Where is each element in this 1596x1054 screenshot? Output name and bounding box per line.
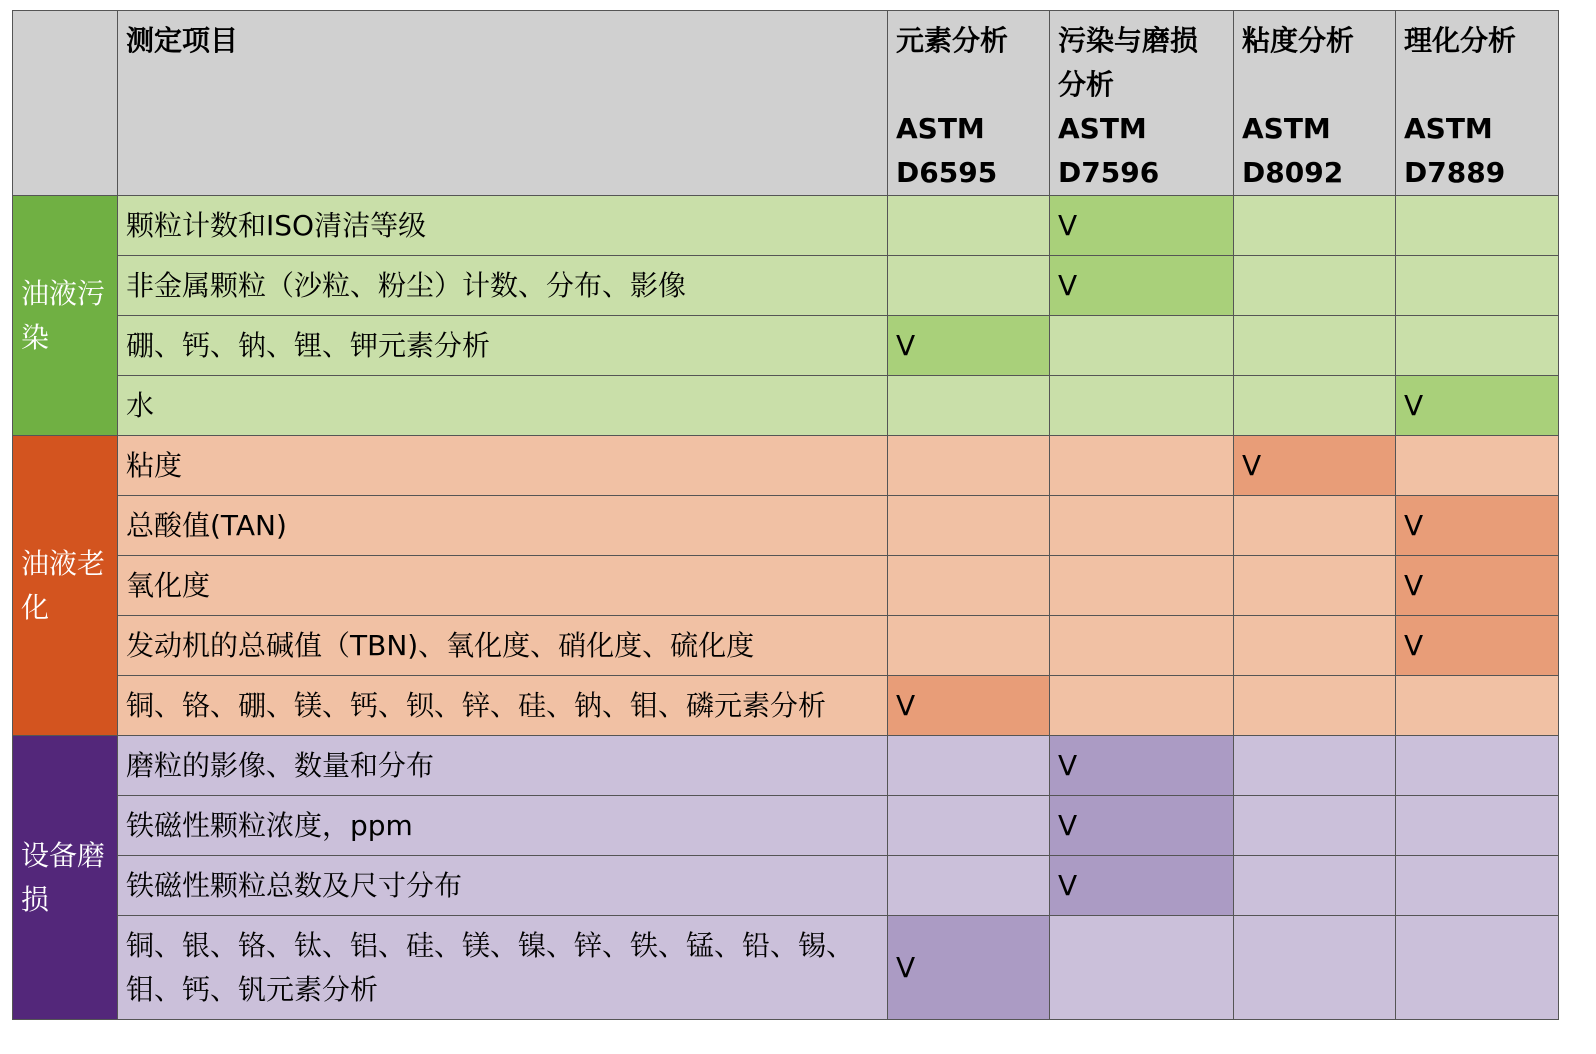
method-code: D7889 — [1404, 156, 1506, 189]
test-item-cell: 发动机的总碱值（TBN)、氧化度、硝化度、硫化度 — [118, 616, 888, 676]
method-empty-cell — [1234, 796, 1396, 856]
test-item-cell: 粘度 — [118, 436, 888, 496]
method-empty-cell — [1396, 856, 1559, 916]
check-mark: V — [1404, 568, 1424, 602]
method-empty-cell — [888, 376, 1050, 436]
category-cell: 设备磨损 — [13, 736, 118, 1020]
check-mark: V — [1404, 628, 1424, 662]
table-row — [13, 916, 1559, 1020]
table-row — [13, 196, 1559, 256]
check-mark: V — [1058, 748, 1078, 782]
matrix-body — [13, 196, 1559, 1020]
method-check-cell — [1050, 736, 1234, 796]
method-empty-cell — [1234, 916, 1396, 1020]
method-empty-cell — [1396, 196, 1559, 256]
table-row — [13, 316, 1559, 376]
test-item-cell: 硼、钙、钠、锂、钾元素分析 — [118, 316, 888, 376]
header-method-contamination-wear — [1050, 11, 1234, 196]
check-mark: V — [1058, 808, 1078, 842]
method-name: 元素分析 — [896, 24, 1009, 57]
method-empty-cell — [1234, 316, 1396, 376]
method-check-cell — [888, 916, 1050, 1020]
method-empty-cell — [1396, 736, 1559, 796]
test-method-matrix-table — [12, 10, 1559, 1020]
check-mark: V — [1058, 268, 1078, 302]
method-standard: ASTM — [1058, 112, 1147, 145]
method-check-cell — [1396, 496, 1559, 556]
method-check-cell — [1050, 196, 1234, 256]
method-name: 理化分析 — [1404, 24, 1517, 57]
method-empty-cell — [1234, 616, 1396, 676]
method-empty-cell — [1396, 256, 1559, 316]
method-empty-cell — [1050, 376, 1234, 436]
method-empty-cell — [1050, 556, 1234, 616]
check-mark: V — [896, 950, 916, 984]
method-code: D8092 — [1242, 156, 1344, 189]
table-row — [13, 376, 1559, 436]
check-mark: V — [896, 328, 916, 362]
test-item-cell: 氧化度 — [118, 556, 888, 616]
check-mark: V — [1404, 508, 1424, 542]
method-empty-cell — [888, 196, 1050, 256]
table-row — [13, 496, 1559, 556]
method-code: D6595 — [896, 156, 998, 189]
method-empty-cell — [1396, 676, 1559, 736]
method-empty-cell — [1234, 856, 1396, 916]
check-mark: V — [1242, 448, 1262, 482]
test-item-cell: 非金属颗粒（沙粒、粉尘）计数、分布、影像 — [118, 256, 888, 316]
table-row — [13, 676, 1559, 736]
method-empty-cell — [888, 436, 1050, 496]
test-item-cell: 总酸值(TAN) — [118, 496, 888, 556]
method-empty-cell — [888, 256, 1050, 316]
method-empty-cell — [888, 736, 1050, 796]
test-item-cell: 铁磁性颗粒浓度，ppm — [118, 796, 888, 856]
check-mark: V — [896, 688, 916, 722]
test-item-cell: 水 — [118, 376, 888, 436]
method-check-cell — [888, 316, 1050, 376]
header-item-column — [118, 11, 888, 196]
header-method-physicochemical — [1396, 11, 1559, 196]
header-row — [13, 11, 1559, 196]
method-check-cell — [1050, 856, 1234, 916]
method-check-cell — [1050, 256, 1234, 316]
method-empty-cell — [1396, 436, 1559, 496]
test-item-cell: 铁磁性颗粒总数及尺寸分布 — [118, 856, 888, 916]
test-item-cell: 颗粒计数和ISO清洁等级 — [118, 196, 888, 256]
method-empty-cell — [1396, 316, 1559, 376]
method-empty-cell — [1234, 496, 1396, 556]
method-check-cell — [1396, 376, 1559, 436]
method-empty-cell — [1234, 736, 1396, 796]
method-empty-cell — [1234, 376, 1396, 436]
method-empty-cell — [888, 616, 1050, 676]
test-item-cell: 铜、铬、硼、镁、钙、钡、锌、硅、钠、钼、磷元素分析 — [118, 676, 888, 736]
test-item-cell: 铜、银、铬、钛、铝、硅、镁、镍、锌、铁、锰、铅、锡、钼、钙、钒元素分析 — [118, 916, 888, 1020]
method-standard: ASTM — [1404, 112, 1493, 145]
table-row — [13, 736, 1559, 796]
header-item-label: 测定项目 — [126, 24, 239, 57]
check-mark: V — [1404, 388, 1424, 422]
method-empty-cell — [888, 496, 1050, 556]
check-mark: V — [1058, 868, 1078, 902]
category-cell: 油液老化 — [13, 436, 118, 736]
method-empty-cell — [1396, 796, 1559, 856]
method-check-cell — [1234, 436, 1396, 496]
method-empty-cell — [1050, 676, 1234, 736]
table-row — [13, 616, 1559, 676]
method-empty-cell — [1234, 676, 1396, 736]
method-empty-cell — [888, 856, 1050, 916]
method-check-cell — [1396, 616, 1559, 676]
table-row — [13, 256, 1559, 316]
method-name: 污染与磨损 — [1058, 24, 1199, 57]
method-check-cell — [888, 676, 1050, 736]
method-check-cell — [1396, 556, 1559, 616]
method-empty-cell — [1234, 256, 1396, 316]
method-empty-cell — [888, 556, 1050, 616]
method-empty-cell — [1396, 916, 1559, 1020]
table-row — [13, 436, 1559, 496]
method-name: 粘度分析 — [1242, 24, 1355, 57]
table-row — [13, 556, 1559, 616]
method-empty-cell — [1234, 196, 1396, 256]
test-item-cell: 磨粒的影像、数量和分布 — [118, 736, 888, 796]
category-cell: 油液污染 — [13, 196, 118, 436]
method-empty-cell — [888, 796, 1050, 856]
test-matrix-container — [12, 10, 1559, 1020]
method-empty-cell — [1234, 556, 1396, 616]
header-method-viscosity — [1234, 11, 1396, 196]
method-empty-cell — [1050, 436, 1234, 496]
table-row — [13, 796, 1559, 856]
method-check-cell — [1050, 796, 1234, 856]
method-code: D7596 — [1058, 156, 1160, 189]
check-mark: V — [1058, 208, 1078, 242]
header-method-elemental — [888, 11, 1050, 196]
table-row — [13, 856, 1559, 916]
method-standard: ASTM — [896, 112, 985, 145]
header-corner-cell — [13, 11, 118, 196]
method-standard: ASTM — [1242, 112, 1331, 145]
method-empty-cell — [1050, 316, 1234, 376]
method-name-cont: 分析 — [1058, 68, 1115, 101]
method-empty-cell — [1050, 496, 1234, 556]
method-empty-cell — [1050, 616, 1234, 676]
method-empty-cell — [1050, 916, 1234, 1020]
